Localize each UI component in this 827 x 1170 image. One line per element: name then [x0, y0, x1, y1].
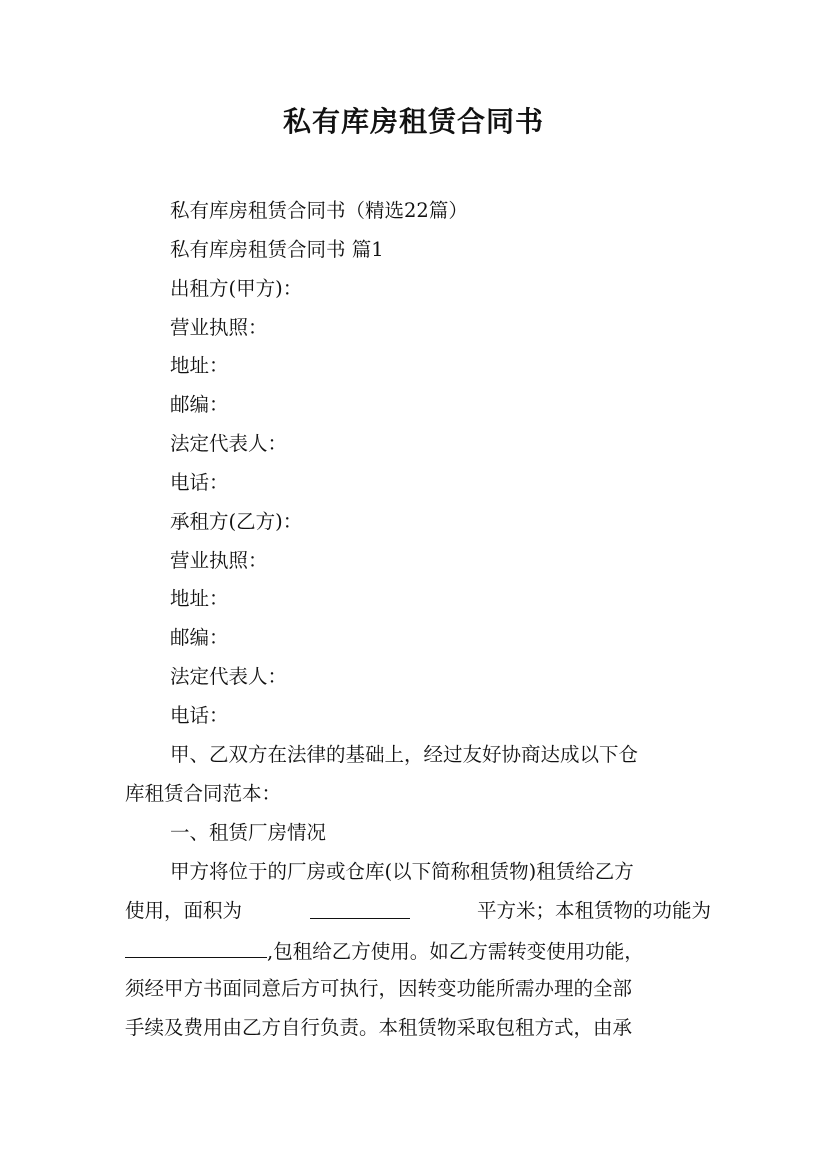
lessor-license-label: 营业执照： [170, 316, 268, 339]
subtitle-line: 私有库房租赁合同书（精选22篇） [170, 199, 468, 222]
section-heading: 私有库房租赁合同书 篇1 [170, 238, 384, 261]
clause-heading: 一、租赁厂房情况 [170, 821, 327, 844]
paragraph-line: 须经甲方书面同意后方可执行，因转变功能所需办理的全部 [125, 977, 633, 1000]
lessor-postcode-label: 邮编： [170, 393, 229, 416]
paragraph-text: ,包租给乙方使用。如乙方需转变使用功能， [267, 940, 644, 963]
document-title: 私有库房租赁合同书 [282, 105, 544, 138]
lessor-representative-label: 法定代表人： [170, 432, 288, 455]
paragraph-line-with-blank [125, 935, 644, 967]
paragraph-line: 手续及费用由乙方自行负责。本租赁物采取包租方式，由承 [125, 1016, 633, 1039]
function-blank [125, 935, 267, 958]
lessee-representative-label: 法定代表人： [170, 665, 288, 688]
paragraph-text: 平方米；本租赁物的功能为 [476, 899, 711, 922]
area-blank [310, 896, 410, 919]
lessor-phone-label: 电话： [170, 471, 229, 494]
paragraph-line: 甲、乙双方在法律的基础上，经过友好协商达成以下仓 [170, 743, 639, 766]
lessee-license-label: 营业执照： [170, 549, 268, 572]
paragraph-line: 甲方将位于的厂房或仓库(以下简称租赁物)租赁给乙方 [170, 860, 634, 883]
lessee-label: 承租方(乙方)： [170, 510, 303, 533]
paragraph-text: 使用，面积为 [125, 899, 243, 922]
lessee-phone-label: 电话： [170, 704, 229, 727]
lessee-address-label: 地址： [170, 587, 229, 610]
lessee-postcode-label: 邮编： [170, 626, 229, 649]
lessor-label: 出租方(甲方)： [170, 277, 303, 300]
paragraph-line-with-blanks [125, 896, 711, 926]
lessor-address-label: 地址： [170, 354, 229, 377]
paragraph-line: 库租赁合同范本： [125, 782, 282, 805]
